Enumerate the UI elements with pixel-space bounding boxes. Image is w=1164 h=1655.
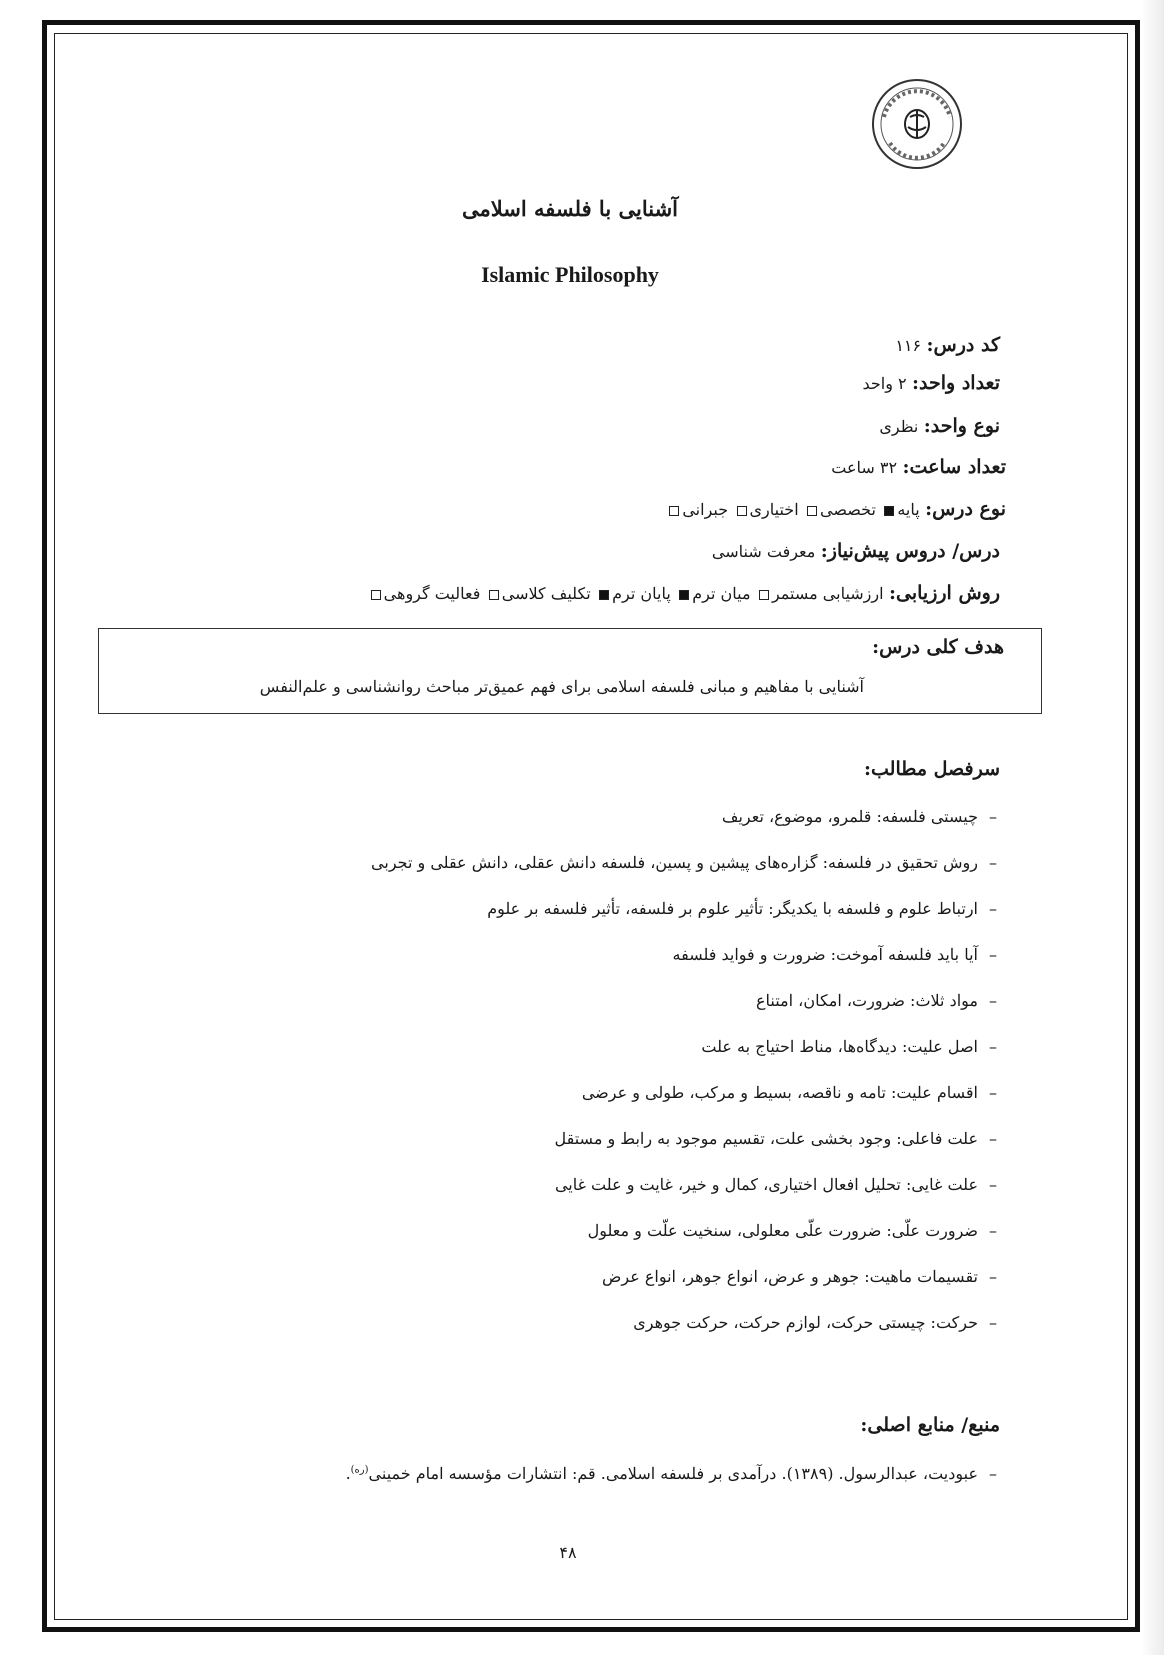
topic-dash: – bbox=[989, 1221, 997, 1240]
course-type-option-label: پایه bbox=[897, 500, 920, 519]
checkbox-checked-icon bbox=[884, 506, 894, 516]
prerequisite-line bbox=[712, 540, 1000, 562]
topic-item bbox=[722, 807, 1008, 826]
course-goal-text: آشنایی با مفاهیم و مبانی فلسفه اسلامی برای فهم عمیق‌تر مباحث روانشناسی و علم‌النفس bbox=[259, 677, 864, 696]
topic-text: روش تحقیق در فلسفه: گزاره‌های پیشین و پسین، فلسفه دانش عقلی، دانش عقلی و تجربی bbox=[371, 853, 978, 872]
hours-label: تعداد ساعت: bbox=[902, 456, 1006, 478]
checkbox-checked-icon bbox=[599, 590, 609, 600]
topic-text: ضرورت علّی: ضرورت علّی معلولی، سنخیت علّت و معلول bbox=[587, 1221, 978, 1240]
topic-dash: – bbox=[989, 1083, 997, 1102]
checkbox-empty-icon bbox=[489, 590, 499, 600]
evaluation-option bbox=[676, 584, 750, 603]
units-value: ۲ واحد bbox=[862, 374, 907, 393]
topic-item bbox=[487, 899, 1008, 918]
topic-dash: – bbox=[989, 1037, 997, 1056]
prerequisite-label: درس/ دروس پیش‌نیاز: bbox=[820, 540, 1000, 562]
checkbox-checked-icon bbox=[679, 590, 689, 600]
topic-text: ارتباط علوم و فلسفه با یکدیگر: تأثیر علوم بر فلسفه، تأثیر فلسفه بر علوم bbox=[487, 899, 978, 918]
topic-dash: – bbox=[989, 1313, 997, 1332]
topic-dash: – bbox=[989, 991, 997, 1010]
topic-dash: – bbox=[989, 853, 997, 872]
course-type-label: نوع درس: bbox=[925, 498, 1006, 520]
hours-value: ۳۲ ساعت bbox=[831, 458, 898, 477]
course-goal-title: هدف کلی درس: bbox=[872, 636, 1004, 658]
course-code-value: ۱۱۶ bbox=[895, 336, 922, 355]
unit-type-label: نوع واحد: bbox=[923, 415, 1000, 437]
evaluation-option-label: پایان ترم bbox=[612, 584, 671, 603]
course-type-option bbox=[881, 500, 919, 519]
course-type-option-label: اختیاری bbox=[749, 500, 799, 519]
checkbox-empty-icon bbox=[737, 506, 747, 516]
scan-edge bbox=[1142, 0, 1164, 1655]
unit-type-value: نظری bbox=[879, 417, 919, 436]
source-text: عبودیت، عبدالرسول. (۱۳۸۹). درآمدی بر فلسفه اسلامی. قم: انتشارات مؤسسه امام خمینی bbox=[368, 1464, 978, 1483]
topic-text: حرکت: چیستی حرکت، لوازم حرکت، حرکت جوهری bbox=[633, 1313, 978, 1332]
course-type-option bbox=[666, 500, 728, 519]
topic-item bbox=[588, 1221, 1008, 1240]
topic-text: چیستی فلسفه: قلمرو، موضوع، تعریف bbox=[721, 807, 978, 826]
ministry-seal-icon bbox=[870, 77, 964, 171]
course-type-option-label: جبرانی bbox=[682, 500, 729, 519]
evaluation-option-label: تکلیف کلاسی bbox=[501, 584, 591, 603]
course-title-english: Islamic Philosophy bbox=[481, 262, 659, 287]
checkbox-empty-icon bbox=[371, 590, 381, 600]
units-line bbox=[862, 372, 1000, 394]
topic-text: تقسیمات ماهیت: جوهر و عرض، انواع جوهر، انواع عرض bbox=[602, 1267, 978, 1286]
topic-dash: – bbox=[989, 807, 997, 826]
evaluation-option-label: میان ترم bbox=[692, 584, 751, 603]
evaluation-option bbox=[486, 584, 591, 603]
source-dash: – bbox=[989, 1464, 997, 1483]
source-honorific: (ره) bbox=[350, 1464, 369, 1476]
sources-title: منبع/ منابع اصلی: bbox=[860, 1414, 1000, 1436]
course-type-line bbox=[666, 498, 1006, 520]
checkbox-empty-icon bbox=[807, 506, 817, 516]
topic-dash: – bbox=[989, 899, 997, 918]
evaluation-option-label: ارزشیابی مستمر bbox=[771, 584, 884, 603]
course-title-persian: آشنایی با فلسفه اسلامی bbox=[461, 196, 678, 221]
evaluation-option bbox=[756, 584, 884, 603]
topic-item bbox=[673, 945, 1008, 964]
course-type-option bbox=[804, 500, 876, 519]
course-code-label: کد درس: bbox=[926, 334, 1000, 356]
course-code-line bbox=[895, 334, 1000, 356]
topics-title: سرفصل مطالب: bbox=[864, 758, 1000, 780]
topic-text: علت غایی: تحلیل افعال اختیاری، کمال و خیر، غایت و علت غایی bbox=[554, 1175, 978, 1194]
topic-item bbox=[633, 1313, 1008, 1332]
evaluation-option bbox=[368, 584, 481, 603]
topic-text: اصل علیت: دیدگاه‌ها، مناط احتیاج به علت bbox=[701, 1037, 978, 1056]
page-number: ۴۸ bbox=[559, 1543, 577, 1562]
unit-type-line bbox=[879, 415, 1000, 437]
topic-item bbox=[582, 1083, 1008, 1102]
topic-item bbox=[756, 991, 1008, 1010]
topic-item bbox=[371, 853, 1008, 872]
evaluation-option-label: فعالیت گروهی bbox=[383, 584, 481, 603]
topic-text: اقسام علیت: تامه و ناقصه، بسیط و مرکب، طولی و عرضی bbox=[581, 1083, 978, 1102]
topic-item bbox=[602, 1267, 1008, 1286]
topic-text: علت فاعلی: وجود بخشی علت، تقسیم موجود به رابط و مستقل bbox=[554, 1129, 978, 1148]
units-label: تعداد واحد: bbox=[912, 372, 1000, 394]
topic-text: آیا باید فلسفه آموخت: ضرورت و فواید فلسفه bbox=[672, 945, 978, 964]
topic-item bbox=[555, 1129, 1009, 1148]
checkbox-empty-icon bbox=[669, 506, 679, 516]
prerequisite-value: معرفت شناسی bbox=[711, 542, 816, 561]
source-item bbox=[346, 1464, 1008, 1483]
topic-dash: – bbox=[989, 1175, 997, 1194]
topic-dash: – bbox=[989, 1267, 997, 1286]
checkbox-empty-icon bbox=[759, 590, 769, 600]
evaluation-line bbox=[368, 582, 1000, 604]
evaluation-option bbox=[596, 584, 671, 603]
course-type-option bbox=[734, 500, 799, 519]
topic-item bbox=[555, 1175, 1008, 1194]
course-type-option-label: تخصصی bbox=[820, 500, 876, 519]
source-end: . bbox=[345, 1464, 351, 1483]
hours-line bbox=[831, 456, 1006, 478]
evaluation-label: روش ارزیابی: bbox=[888, 582, 1000, 604]
topic-item bbox=[701, 1037, 1008, 1056]
topic-dash: – bbox=[989, 1129, 997, 1148]
topic-text: مواد ثلاث: ضرورت، امکان، امتناع bbox=[755, 991, 978, 1010]
topic-dash: – bbox=[989, 945, 997, 964]
